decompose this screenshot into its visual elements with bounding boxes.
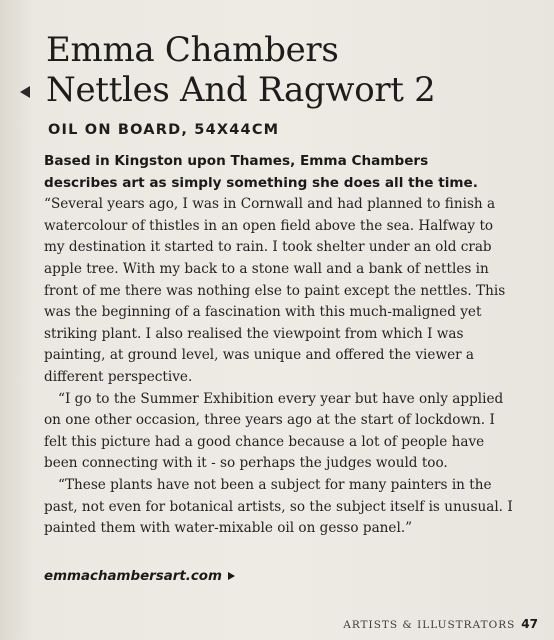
body-line: been connecting with it - so perhaps the judges would too. bbox=[44, 455, 448, 472]
body-line: past, not even for botanical artists, so the subject itself is unusual. I bbox=[44, 498, 513, 515]
page-number: 47 bbox=[521, 617, 538, 631]
body-line: “Several years ago, I was in Cornwall and had planned to finish a bbox=[44, 196, 496, 213]
body-line: was the beginning of a fascination with this much-maligned yet bbox=[44, 304, 482, 321]
body-line: painting, at ground level, was unique and offered the viewer a bbox=[44, 347, 475, 364]
article-title bbox=[46, 30, 546, 110]
body-line: different perspective. bbox=[44, 368, 193, 385]
body-line: watercolour of thistles in an open field above the sea. Halfway to bbox=[44, 217, 494, 234]
artwork-title: Nettles And Ragwort 2 bbox=[46, 70, 436, 110]
body-line: felt this picture had a good chance because a lot of people have bbox=[44, 433, 485, 450]
publication-name: ARTISTS & ILLUSTRATORS bbox=[343, 619, 516, 631]
intro-line: Based in Kingston upon Thames, Emma Chambers bbox=[44, 153, 429, 169]
arrow-right-icon bbox=[228, 572, 235, 580]
body-line: “These plants have not been a subject for many painters in the bbox=[58, 476, 492, 493]
artist-website-link[interactable] bbox=[44, 569, 235, 584]
article-body bbox=[44, 151, 544, 540]
body-line: front of me there was nothing else to paint except the nettles. This bbox=[44, 282, 506, 299]
body-line: striking plant. I also realised the viewpoint from which I was bbox=[44, 325, 464, 342]
artist-name: Emma Chambers bbox=[46, 30, 339, 70]
artwork-medium: OIL ON BOARD, 54X44CM bbox=[48, 122, 280, 138]
body-line: “I go to the Summer Exhibition every year but have only applied bbox=[58, 390, 504, 407]
intro-line: describes art as simply something she does all the time. bbox=[44, 174, 478, 191]
body-line: on one other occasion, three years ago at the start of lockdown. I bbox=[44, 412, 495, 429]
body-line: painted them with water-mixable oil on gesso panel.” bbox=[44, 520, 413, 537]
website-url[interactable]: emmachambersart.com bbox=[44, 569, 222, 584]
body-line: apple tree. With my back to a stone wall and a bank of nettles in bbox=[44, 260, 489, 277]
page-footer bbox=[343, 617, 538, 631]
body-line: my destination it started to rain. I took shelter under an old crab bbox=[44, 239, 492, 256]
back-arrow-icon[interactable] bbox=[20, 86, 30, 98]
